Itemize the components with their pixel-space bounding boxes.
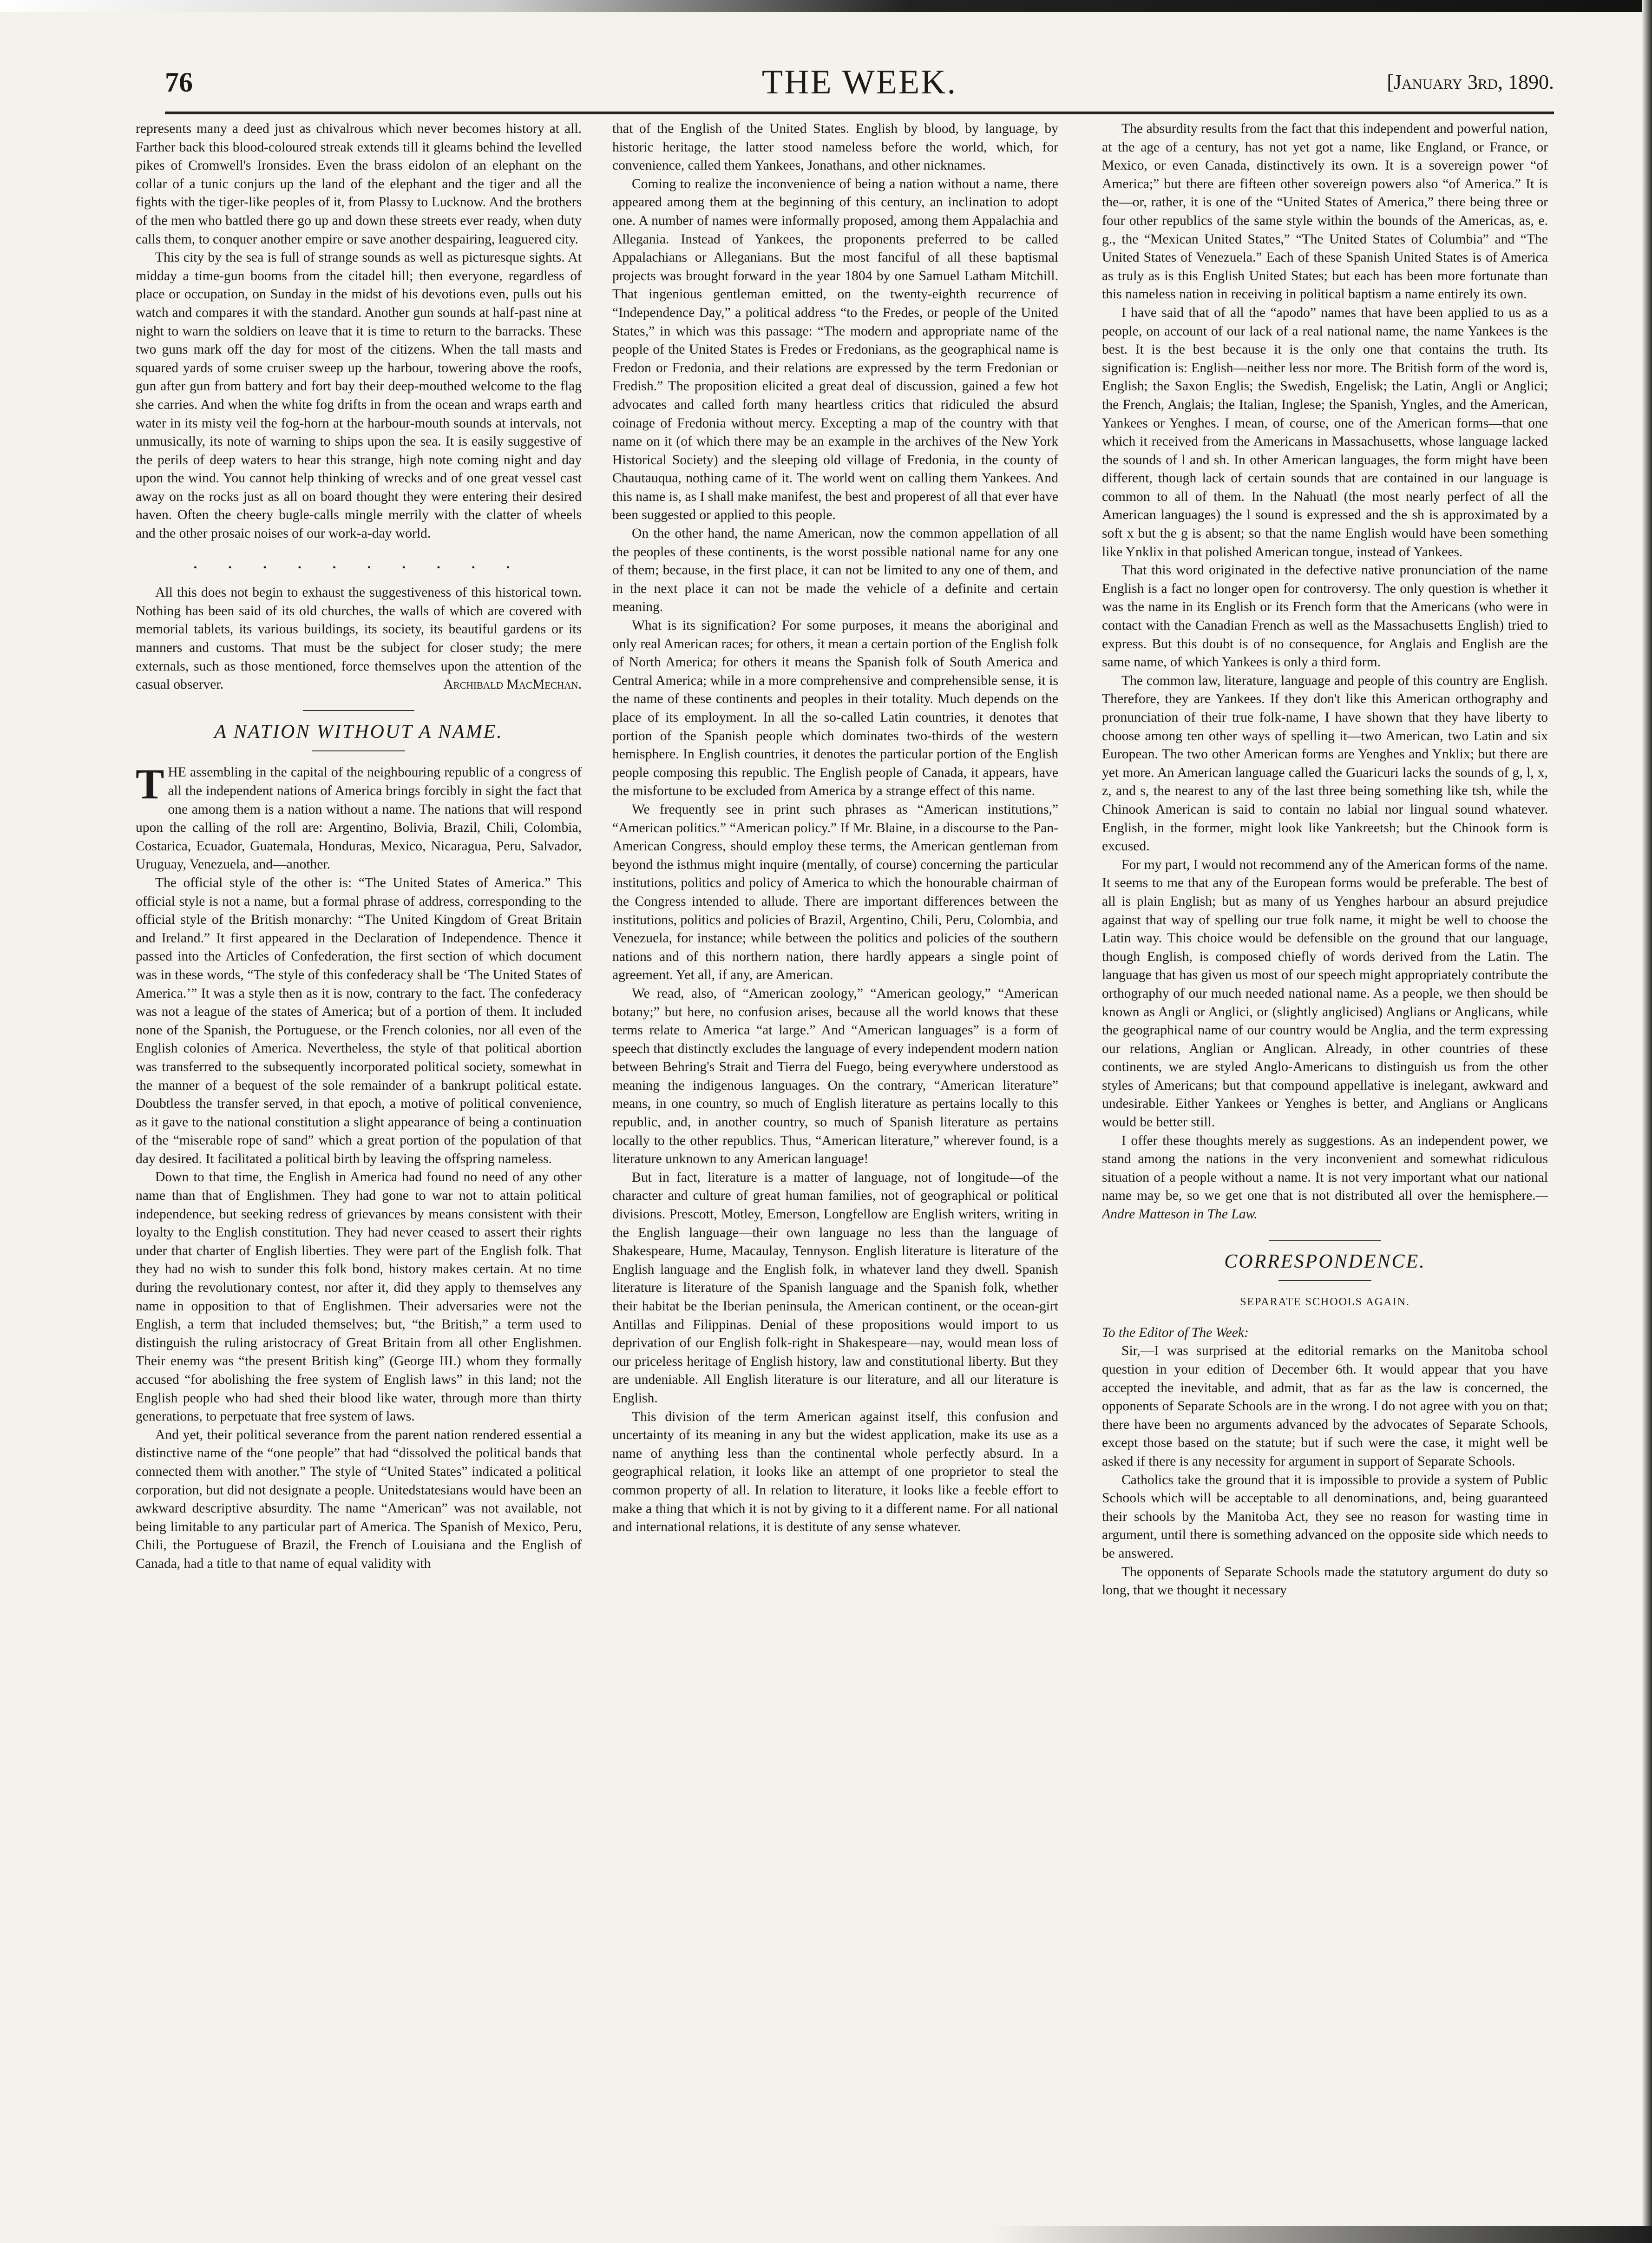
section-rule — [303, 710, 414, 711]
paragraph: I have said that of all the “apodo” names that have been applied to us as a people, on account of our lack of a real national name, the name Yankees is the best. It is the best because it is the only one that contains the truth. Its signification is: English—neither less nor more. The British form of the word is, English; the Saxon Englis; the Swedish, Engelisk; the Latin, Angli or Anglici; the French, Anglais; the Italian, Inglese; the Spanish, Yngles, and the American, Yankees or Yenghes. I mean, of course, one of the American forms—that one which it received from the Americans in Massachusetts, whose language lacked the sounds of l and sh. In other American languages, the form might have been different, though lack of certain sounds that are contained in our language is common to all of them. In the Nahuatl (the most nearly perfect of all the American languages) the l sound is expressed and the sh is approximated by a soft x but the g is absent; so that the name English would have been something like Ynklix in that polished American tongue, instead of Yankees. — [1102, 305, 1548, 559]
masthead: THE WEEK. — [761, 63, 957, 101]
paragraph: Sir,—I was surprised at the editorial remarks on the Manitoba school question in your edition of December 6th. It would appear that you have accepted the inevitable, and admit, that as far as the law is concerned, the opponents of Separate Schools are in the wrong. I do not agree with you on that; there have been no arguments advanced by the advocates of Separate Schools, except those based on the statute; but if such were the case, it might well be asked if there is any necessity for argument in support of Separate Schools. — [1102, 1343, 1548, 1469]
column-3 — [1102, 120, 1548, 2197]
column-2 — [612, 120, 1058, 2197]
paragraph: We read, also, of “American zoology,” “American geology,” “American botany;” but here, no confusion arises, because all the world knows that these terms relate to America “at large.” And “American languages” is a form of speech that distinctly excludes the language of every independent modern nation between Behring's Strait and Tierra del Fuego, being everywhere understood as meaning the indigenous languages. On the contrary, “American literature” means, in one country, so much of English literature as pertains locally to this republic, and, in another country, so much of Spanish literature as pertains locally to the other republics. Thus, “American literature,” wherever found, is a literature unknown to any American language! — [612, 986, 1058, 1167]
paragraph: The opponents of Separate Schools made the statutory argument do duty so long, that we thought it necessary — [1102, 1564, 1548, 1598]
author-signature: Archibald MacMechan. — [443, 677, 582, 692]
paragraph: And yet, their political severance from the parent nation rendered essential a distinctive name of the “one people” that had “dissolved the political bands that connected them with another.” The style of “United States” indicated a political corporation, but did not designate a people. Unitedstatesians would have been an awkward descriptive absurdity. The name “American” was not available, not being limitable to any particular part of America. The Spanish of Mexico, Peru, Chili, the Portuguese of Brazil, the French of Louisiana and the English of Canada, had a title to that name of equal validity with — [136, 1427, 582, 1571]
letter-salutation: To the Editor of The Week: — [1102, 1325, 1249, 1340]
paragraph: What is its signification? For some purposes, it means the aboriginal and only real American races; for others, it mean a certain portion of the English folk of North America; for others it means the Spanish folk of South America and Central America; while in a more comprehensive and comprehensible sense, it is the name of these continents and peoples in their totality. Much depends on the place of its employment. In all the so-called Latin countries, it denotes that portion of the Spanish people which dominates two-thirds of the western hemisphere. In English countries, it denotes the particular portion of the English people composing this republic. The English people of Canada, it appears, have the misfortune to be excluded from America by a strange effect of this name. — [612, 618, 1058, 799]
issue-date: [January 3rd, 1890. — [1387, 71, 1554, 93]
scan-edge-bottom — [0, 2226, 1652, 2243]
drop-cap: T — [136, 760, 164, 808]
paragraph: This division of the term American against itself, this confusion and uncertainty of its meaning in any but the widest application, make its use as a name of anything less than the continental whole perfectly absurd. In a geographical relation, it looks like an attempt of one proprietor to steal the common property of all. In relation to literature, it looks like a feeble effort to make a thing that which it is not by giving to it a different name. For all national and international relations, it is destitute of any sense whatever. — [612, 1409, 1058, 1535]
paragraph: For my part, I would not recommend any of the American forms of the name. It seems to me that any of the European forms would be preferable. The best of all is plain English; but as many of us Yenghes harbour an absurd prejudice against that way of spelling our true folk name, it might be well to choose the Latin way. This choice would be defensible on the ground that our language, though English, is composed chiefly of words derived from the Latin. The language that has given us most of our speech might appropriately contribute the orthography of our much needed national name. As a people, we then should be known as Angli or Anglici, or (slightly anglicised) Anglians or Anglicans, while the geographical name of our country would be Anglia, and the term expressing our relations, Anglian or Anglican. Already, in other countries of these continents, we are styled Anglo-Americans to distinguish us from the other styles of Americans; but that compound appellative is inelegant, awkward and undesirable. Either Yankees or Yenghes is better, and Anglians or Anglicans would be better still. — [1102, 857, 1548, 1130]
paragraph: The common law, literature, language and people of this country are English. Therefore, they are Yankees. If they don't like this American orthography and pronunciation of their true folk-name, I have shown that they have liberty to choose among ten other ways of spelling it—two American, two Latin and six European. The two other American forms are Yenghes and Ynklix; but there are yet more. An American language called the Guaricuri lacks the sounds of g, l, x, z, and s, the nearest to any of the last three being something like tsh, while the Chinook American is said to contain no labial nor lingual sound whatever. English, in the former, might look like Yankreetsh; but the Chinook form is excused. — [1102, 673, 1548, 854]
paragraph: The absurdity results from the fact that this independent and powerful nation, at the age of a century, has not yet got a name, like England, or France, or Mexico, or even Canada, distinctively its own. It is a sovereign power “of America;” but there are fifteen other sovereign powers also “of America.” It is the—or, rather, it is one of the “United States of America,” there being three or four other republics of the same style within the bounds of the Americas, as, e. g., the “Mexican United States,” “The United States of Columbia” and “The United States of Venezuela.” Each of these Spanish United States is of America as truly as is this English United States; but each has been more fortunate than this nameless nation in receiving in political baptism a name entirely its own. — [1102, 121, 1548, 302]
paragraph: The official style of the other is: “The United States of America.” This official style is not a name, but a formal phrase of address, corresponding to the official style of the British monarchy: “The United Kingdom of Great Britain and Ireland.” It first appeared in the Declaration of Independence. Thence it passed into the Articles of Confederation, the first section of which document was in these words, “The style of this confederacy shall be ‘The United States of America.’” It was a style then as it is now, contrary to the fact. The confederacy was not a league of the states of America; but of a portion of them. It included none of the Spanish, the Portuguese, or the French colonies, nor all even of the English colonies of America. Nevertheless, the style of that political abortion was transferred to the subsequently incorporated political society, somewhat in the manner of a bequest of the sole remainder of a bankrupt political estate. Doubtless the transfer served, in that epoch, a motive of political convenience, as it gave to the national constitution a slight appearance of being a continuation of the “miserable rope of sand” which a great portion of the population of that day desired. It facilitated a political birth by leaving the offspring nameless. — [136, 875, 582, 1166]
header-rule — [165, 112, 1554, 114]
title-rule — [312, 750, 405, 751]
paragraph-text: HE assembling in the capital of the neighbouring republic of a congress of all the independent nations of America brings forcibly in sight the fact that one among them is a nation without a name. The nations that will respond upon the calling of the roll are: Argentino, Bolivia, Brazil, Chili, Colombia, Costarica, Ecuador, Guatemala, Honduras, Mexico, Nicaragua, Peru, Salvador, Uruguay, Venezuela, and—another. — [136, 765, 582, 872]
paragraph: All this does not begin to exhaust the suggestiveness of this historical town. Nothing has been said of its old churches, the walls of which are covered with memorial tablets, its various buildings, its society, its beautiful gardens or its manners and customs. That must be the subject for closer study; the mere externals, such as those mentioned, force themselves upon the attention of the casual observer. — [136, 585, 582, 692]
section-break-dots: . . . . . . . . . . — [193, 556, 524, 572]
paragraph: This city by the sea is full of strange sounds as well as picturesque sights. At midday a time-gun booms from the citadel hill; then everyone, regardless of place or occupation, on Sunday in the midst of his devotions even, pulls out his watch and compares it with the standard. Another gun sounds at half-past nine at night to warn the soldiers on leave that it is time to return to the barracks. These two guns mark off the day for most of the citizens. When the tall masts and squared yards of some cruiser sweep up the harbour, towering above the roofs, gun after gun from battery and fort bay their deep-mouthed welcome to the flag she carries. And when the white fog drifts in from the ocean and wraps earth and water in its misty veil the fog-horn at the harbour-mouth sounds at intervals, not unmusically, its note of warning to ships upon the sea. It is easily suggestive of the perils of deep waters to hear this strange, high note coming night and day upon the wind. You cannot help thinking of wrecks and of one great vessel cast away on the rocks just as all on board thought they were entering their desired haven. Often the cheery bugle-calls mingle merrily with the clatter of wheels and the other prosaic noises of our work-a-day world. — [136, 250, 582, 541]
paragraph: Coming to realize the inconvenience of being a nation without a name, there appeared among them at the beginning of this century, an inclination to adopt one. A number of names were informally proposed, among them Appalachia and Allegania. Instead of Yankees, the proponents preferred to be called Appalachians or Alleganians. But the most fanciful of all these baptismal projects was brought forward in the year 1804 by one Samuel Latham Mitchill. That ingenious gentleman emitted, on the twenty-eighth recurrence of “Independence Day,” a political address “to the Fredes, or people of the United States,” in which was this passage: “The modern and appropriate name of the people of the United States is Fredes or Fredonians, as the geographical name is Fredon or Fredonia, and their relations are expressed by the term Fredonian or Fredish.” The proposition elicited a great deal of discussion, gained a few hot advocates and called forth many heartless critics that ridiculed the absurd coinage of Fredonia without mercy. Excepting a map of the country with that name on it (of which there may be an example in the archives of the New York Historical Society) and the sleeping old village of Fredonia, in the county of Chautauqua, nothing came of it. The world went on calling them Yankees. And this name is, as I shall make manifest, the best and properest of all that ever have been suggested or applied to this people. — [612, 176, 1058, 523]
scan-edge-right — [1642, 0, 1652, 2243]
paragraph: Catholics take the ground that it is impossible to provide a system of Public Schools which will be acceptable to all denominations, and, being guaranteed their schools by the Manitoba Act, they see no reason for wasting time in argument, until there is something advanced on the opposite side which needs to be answered. — [1102, 1472, 1548, 1561]
title-rule — [1278, 1280, 1371, 1281]
paragraph: represents many a deed just as chivalrous which never becomes history at all. Farther back this blood-coloured streak extends till it gleams behind the levelled pikes of Cromwell's Ironsides. Even the brass eidolon of an elephant on the collar of a tunic conjurs up the land of the elephant and the tiger and all the fights with the tiger-like peoples of it, from Plassy to Lucknow. And the brothers of the men who battled there go up and down these streets ever ready, when duty calls them, to conquer another empire or save another despairing, leaguered city. — [136, 121, 582, 247]
page-number: 76 — [165, 67, 193, 98]
correspondence-subhead: SEPARATE SCHOOLS AGAIN. — [1240, 1296, 1410, 1309]
paragraph — [1102, 1132, 1548, 1224]
paragraph: Down to that time, the English in America had found no need of any other name than that of Englishmen. They had gone to war not to attain political independence, but seeking redress of grievances by means consistent with their loyalty to the English constitution. They had never ceased to assert their rights under that charter of English liberties. They were part of the English folk. That they had no wish to sunder this folk bond, history makes certain. At no time during the revolutionary contest, nor after it, did they apply to themselves any name in opposition to that of Englishmen. Their adversaries were not the English, a term that included themselves; but, “the British,” a term used to distinguish the ruling aristocracy of Great Britain from all other Englishmen. Their enemy was “the present British king” (George III.) whom they formally accused “for abolishing the free system of English laws” in this land; not the English people who had shed their blood like water, through more than thirty generations, to perpetuate that free system of laws. — [136, 1170, 582, 1424]
paragraph: But in fact, literature is a matter of language, not of longitude—of the character and culture of great human families, not of geographical or political divisions. Prescott, Motley, Emerson, Longfellow are English writers, writing in the English language—their own language no less than the language of Shakespeare, Hume, Macaulay, Tennyson. English literature is literature of the English language and the English folk, in whatever land they dwell. Spanish literature is literature of the Spanish language and the Spanish folk, whether their habitat be the Iberian peninsula, the American continent, or the ocean-girt Antillas and Filippinas. Denial of these propositions would import to us deprivation of our English folk-right in Shakespeare—nay, would mean loss of our priceless heritage of English history, law and constitutional liberty. But they are undeniable. All English literature is our literature, and all our literature is English. — [612, 1170, 1058, 1406]
source-credit: —Andre Matteson in The Law. — [1102, 1188, 1548, 1222]
paragraph-text: I offer these thoughts merely as suggestions. As an independent power, we stand among the nations in the very inconvenient and somewhat ridiculous situation of a people without a name. It is not very important what our national name may be, so we get one that is not distributed all over the hemisphere. — [1102, 1133, 1548, 1204]
article-title: A NATION WITHOUT A NAME. — [214, 721, 503, 743]
section-rule — [1269, 1240, 1381, 1241]
column-1 — [136, 120, 582, 2197]
page-header — [165, 63, 1554, 105]
correspondence-title: CORRESPONDENCE. — [1224, 1250, 1426, 1272]
paragraph: On the other hand, the name American, now the common appellation of all the peoples of these continents, is the worst possible national name for any one of them; because, in the first place, it can not be limited to any one of them, and in the next place it can not be made the vehicle of a definite and certain meaning. — [612, 526, 1058, 615]
paragraph: that of the English of the United States. English by blood, by language, by historic heritage, the latter stood nameless before the world, which, for convenience, called them Yankees, Jonathans, and other nicknames. — [612, 121, 1058, 173]
paragraph — [136, 760, 582, 874]
scan-edge-top — [0, 0, 1652, 12]
paragraph: We frequently see in print such phrases as “American institutions,” “American politics.” “American policy.” If Mr. Blaine, in a discourse to the Pan-American Congress, should employ these terms, the American gentleman from beyond the isthmus might inquire (mentally, of course) concerning the particular institutions, politics and policy of America to which the honourable chairman of the Congress intended to allude. There are important differences between the institutions, politics and policies of Brazil, Argentino, Chili, Peru, Colombia, and Venezuela, for instance; while between the politics and policies of the southern nations and of this northern nation, there hardly appears a single point of agreement. Yet all, if any, are American. — [612, 802, 1058, 983]
paragraph: That this word originated in the defective native pronunciation of the name English is a fact no longer open for controversy. The only question is whether it was the name in its English or its French form that the Americans (who were in contact with the Canadian French as well as the Massachusetts English) tried to express. But this doubt is of no consequence, for Anglais and English are the same name, of which Yankees is only a third form. — [1102, 563, 1548, 670]
